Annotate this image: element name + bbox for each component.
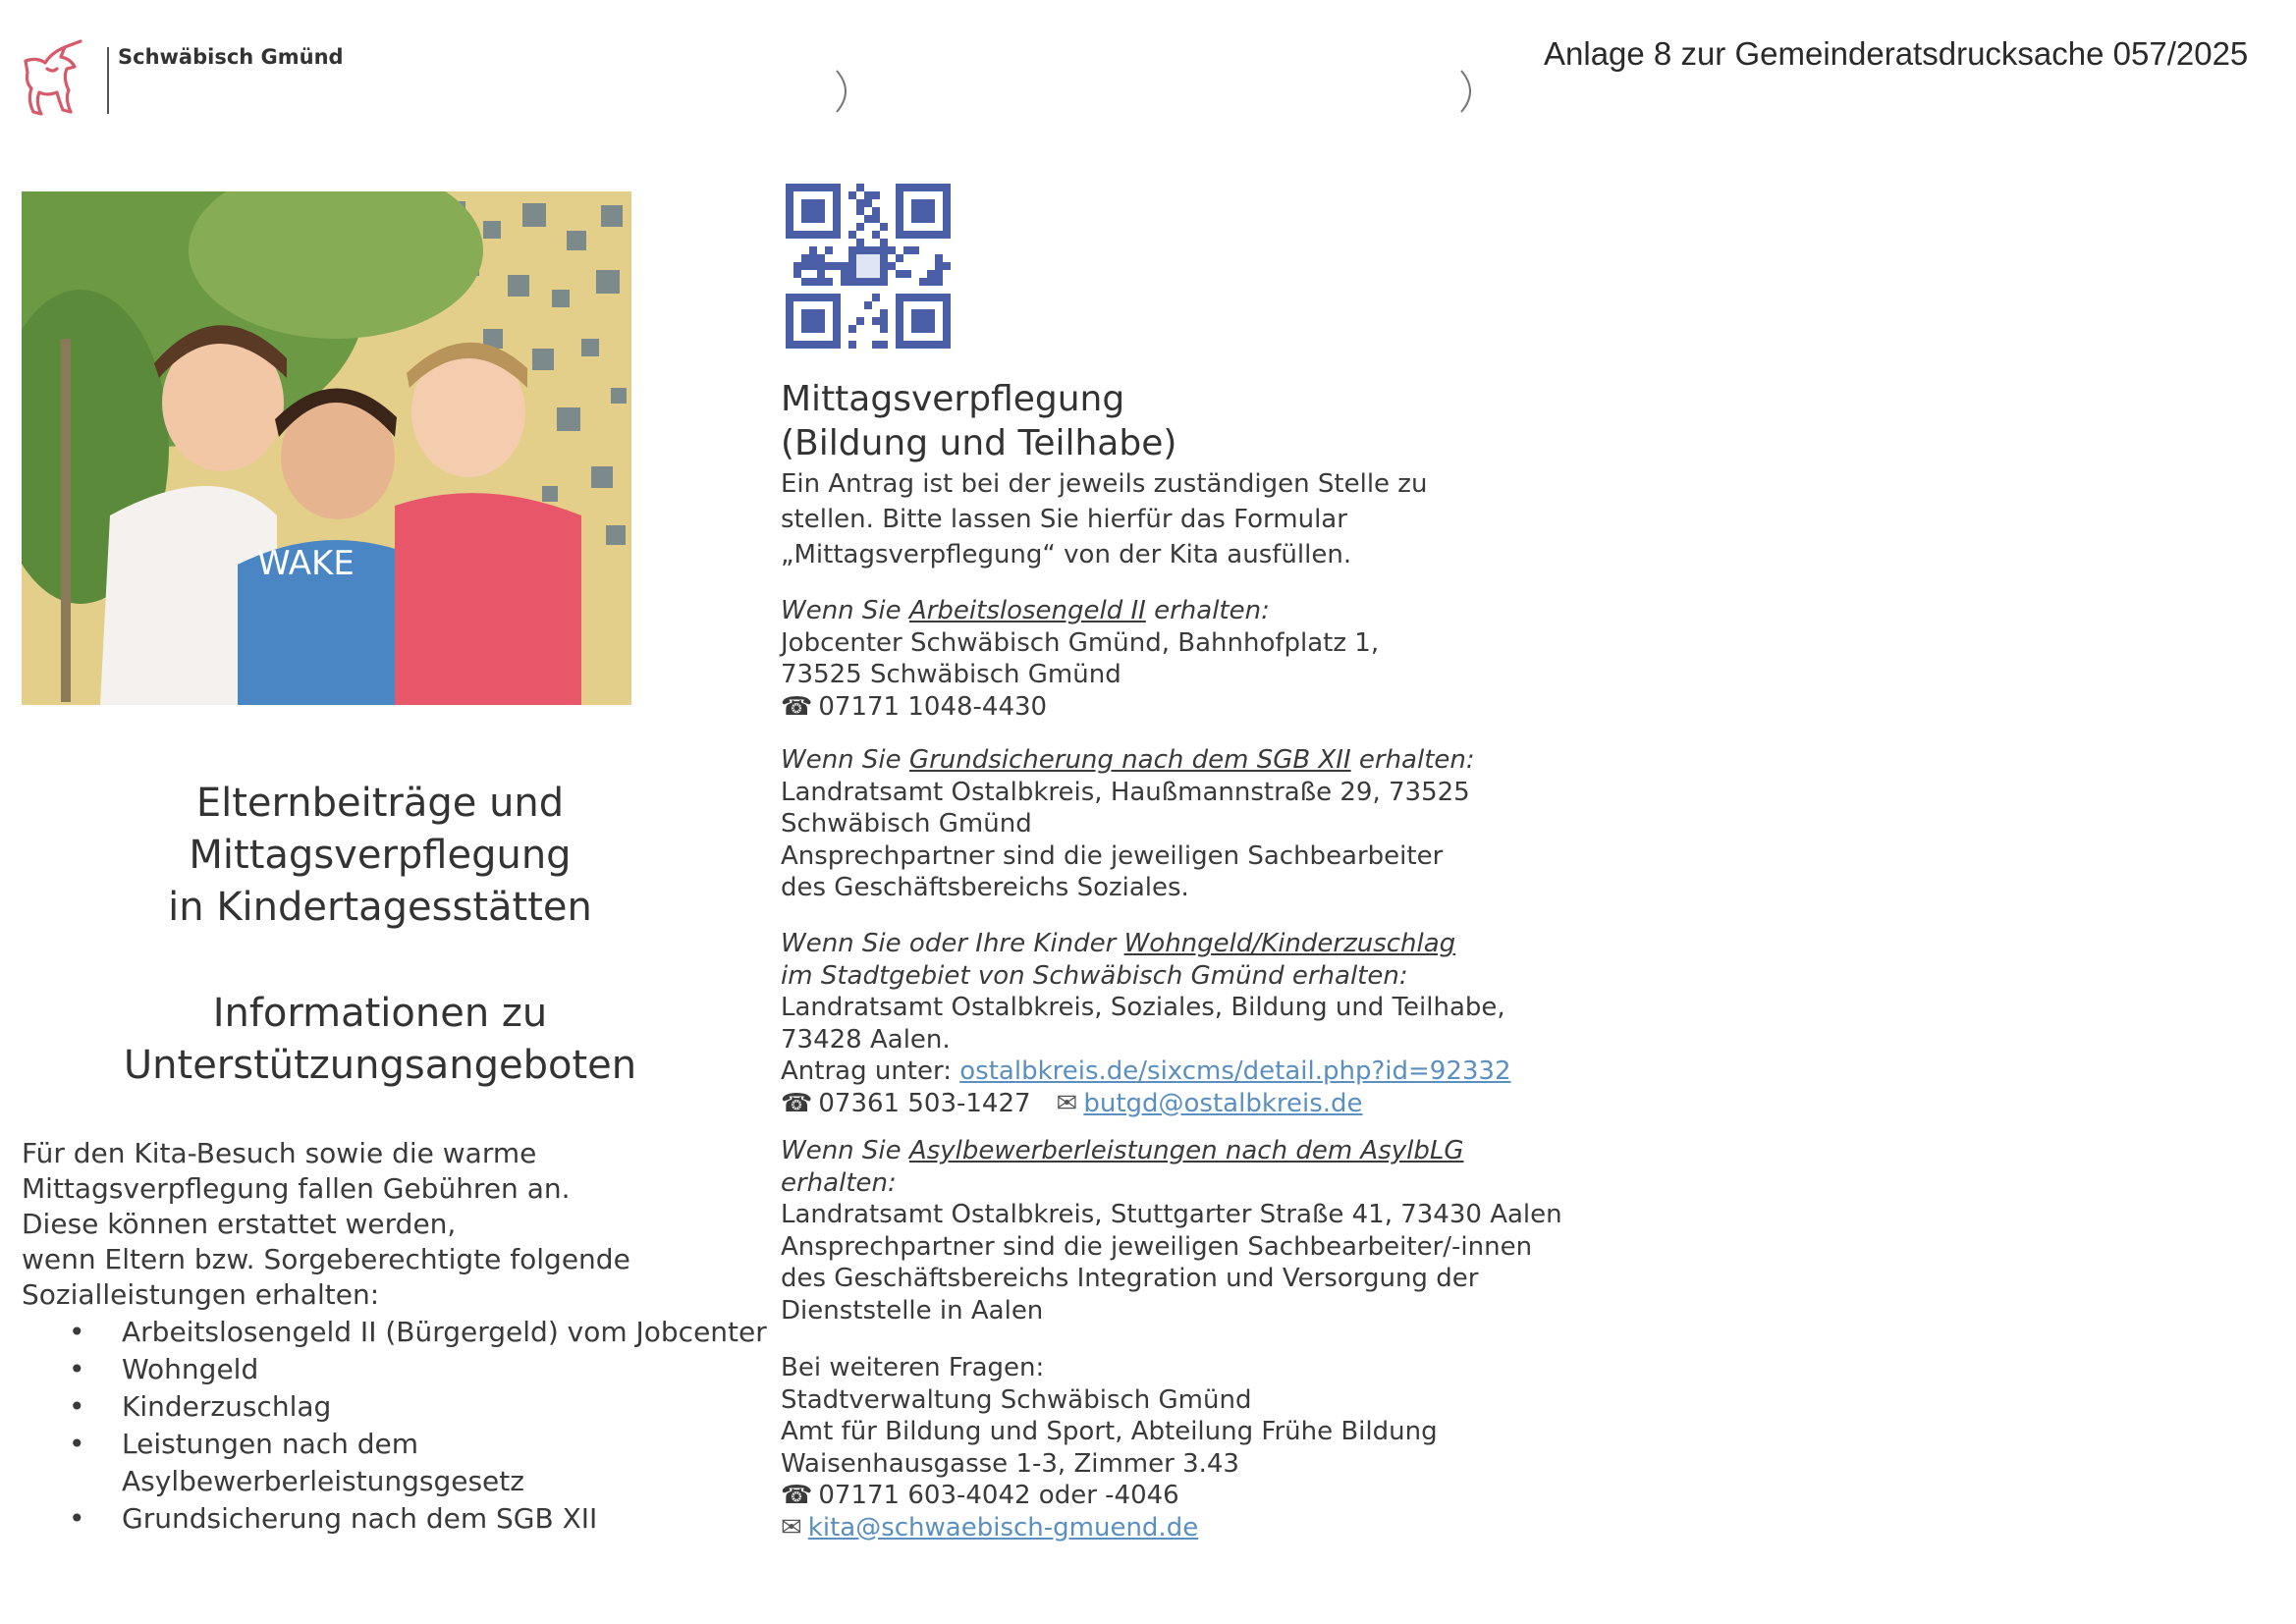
- wohngeld-contact: ☎ 07361 503-1427 ✉ butgd@ostalbkreis.de: [781, 1088, 1363, 1118]
- list-item: • Arbeitslosengeld II (Bürgergeld) vom Jobcenter: [69, 1314, 776, 1351]
- mail-icon: ✉: [781, 1512, 802, 1543]
- jobcenter-lead: Wenn Sie Arbeitslosengeld II erhalten:: [781, 596, 1270, 625]
- contact-block: Bei weiteren Fragen: Stadtverwaltung Schwäbisch Gmünd Amt für Bildung und Sport, Abteilung Frühe Bildung Waisenhausgasse 1-3, Zimmer 3.43 ☎ 07171 603-4042 oder -4046 ✉ kita@schwaebisch-gmuend.de: [781, 1352, 1527, 1543]
- intro-line: Sozialleistungen erhalten:: [22, 1278, 380, 1311]
- list-item: • Leistungen nach dem Asylbewerberleistungsgesetz: [69, 1426, 776, 1500]
- children-photo: [22, 191, 631, 705]
- list-item: • Kinderzuschlag: [69, 1388, 776, 1426]
- punch-hole-mark: [1457, 69, 1481, 114]
- list-item: • Grundsicherung nach dem SGB XII: [69, 1500, 776, 1538]
- unicorn-logo: [18, 39, 86, 118]
- kita-email-link[interactable]: kita@schwaebisch-gmuend.de: [807, 1512, 1199, 1543]
- brochure-title: [22, 778, 738, 934]
- heading-line: Mittagsverpflegung: [781, 379, 1125, 419]
- benefits-list: [69, 1314, 776, 1538]
- jobcenter-address: Jobcenter Schwäbisch Gmünd, Bahnhofplatz 1,: [781, 627, 1380, 658]
- punch-hole-mark: [833, 69, 856, 114]
- antrag-line: Antrag unter: ostalbkreis.de/sixcms/detail.php?id=92332: [781, 1056, 1511, 1086]
- grundsicherung-block: Wenn Sie Grundsicherung nach dem SGB XII erhalten: Landratsamt Ostalbkreis, Haußmannstraße 29, 73525 Schwäbisch Gmünd Ansprechpartner sind die jeweiligen Sachbearbeiter des Geschäftsbereichs Soziales.: [781, 744, 1527, 904]
- meal-section-heading: [781, 377, 1176, 465]
- wohngeld-block: Wenn Sie oder Ihre Kinder Wohngeld/Kinderzuschlag im Stadtgebiet von Schwäbisch Gmünd erhalten: Landratsamt Ostalbkreis, Soziales, Bildung und Teilhabe, 73428 Aalen. Antrag unter: ostalbkreis.de/sixcms/detail.php?id=92332 ☎ 07361 503-1427 ✉ butgd@ostalbkreis.de: [781, 928, 1527, 1119]
- logo-divider: [107, 47, 109, 114]
- list-item: • Wohngeld: [69, 1351, 776, 1388]
- antrag-link[interactable]: ostalbkreis.de/sixcms/detail.php?id=92332: [959, 1056, 1511, 1086]
- subtitle-line: Informationen zu: [212, 991, 548, 1036]
- phone-icon: ☎: [781, 1481, 813, 1510]
- contact-email: [781, 1512, 1527, 1544]
- mail-icon: ✉: [1056, 1088, 1078, 1118]
- jobcenter-phone: ☎ 07171 1048-4430: [781, 691, 1048, 722]
- intro-line: Für den Kita-Besuch sowie die warme: [22, 1137, 537, 1169]
- heading-line: (Bildung und Teilhabe): [781, 423, 1177, 463]
- title-line: Elternbeiträge und: [195, 781, 565, 826]
- jobcenter-address: 73525 Schwäbisch Gmünd: [781, 660, 1121, 689]
- intro-line: wenn Eltern bzw. Sorgeberechtigte folgende: [22, 1243, 630, 1275]
- intro-line: Mittagsverpflegung fallen Gebühren an.: [22, 1172, 571, 1205]
- wohngeld-lead: Wenn Sie oder Ihre Kinder Wohngeld/Kinderzuschlag: [781, 929, 1456, 958]
- contact-phone: ☎ 07171 603-4042 oder -4046: [781, 1481, 1179, 1510]
- title-line: Mittagsverpflegung: [189, 833, 572, 878]
- jobcenter-block: [781, 595, 1527, 723]
- phone-icon: ☎: [781, 691, 813, 722]
- city-name: Schwäbisch Gmünd: [118, 45, 344, 69]
- annex-reference: Anlage 8 zur Gemeinderatsdrucksache 057/2025: [1544, 35, 2249, 72]
- wohngeld-email-link[interactable]: butgd@ostalbkreis.de: [1083, 1088, 1363, 1118]
- intro-line: Diese können erstattet werden,: [22, 1208, 457, 1240]
- svg-text:WAKE: WAKE: [257, 544, 355, 583]
- subtitle-line: Unterstützungsangeboten: [123, 1043, 637, 1088]
- grundsicherung-lead: Wenn Sie Grundsicherung nach dem SGB XII erhalten:: [781, 745, 1475, 775]
- asyl-lead: Wenn Sie Asylbewerberleistungen nach dem AsylbLG: [781, 1136, 1464, 1165]
- asyl-block: Wenn Sie Asylbewerberleistungen nach dem AsylbLG erhalten: Landratsamt Ostalbkreis, Stuttgarter Straße 41, 73430 Aalen Ansprechpartner sind die jeweiligen Sachbearbeiter/-innen des Geschäftsbereichs Integration und Versorgung der Dienststelle in Aalen: [781, 1136, 1562, 1326]
- meal-intro-paragraph: Ein Antrag ist bei der jeweils zuständigen Stelle zu stellen. Bitte lassen Sie hierfür das Formular „Mittagsverpflegung“ von der Kita ausfüllen.: [781, 469, 1428, 569]
- fee-intro-paragraph: [22, 1136, 748, 1313]
- qr-code: [786, 184, 951, 349]
- phone-icon: ☎: [781, 1088, 813, 1118]
- title-line: in Kindertagesstätten: [168, 885, 592, 930]
- brochure-subtitle: [22, 988, 738, 1092]
